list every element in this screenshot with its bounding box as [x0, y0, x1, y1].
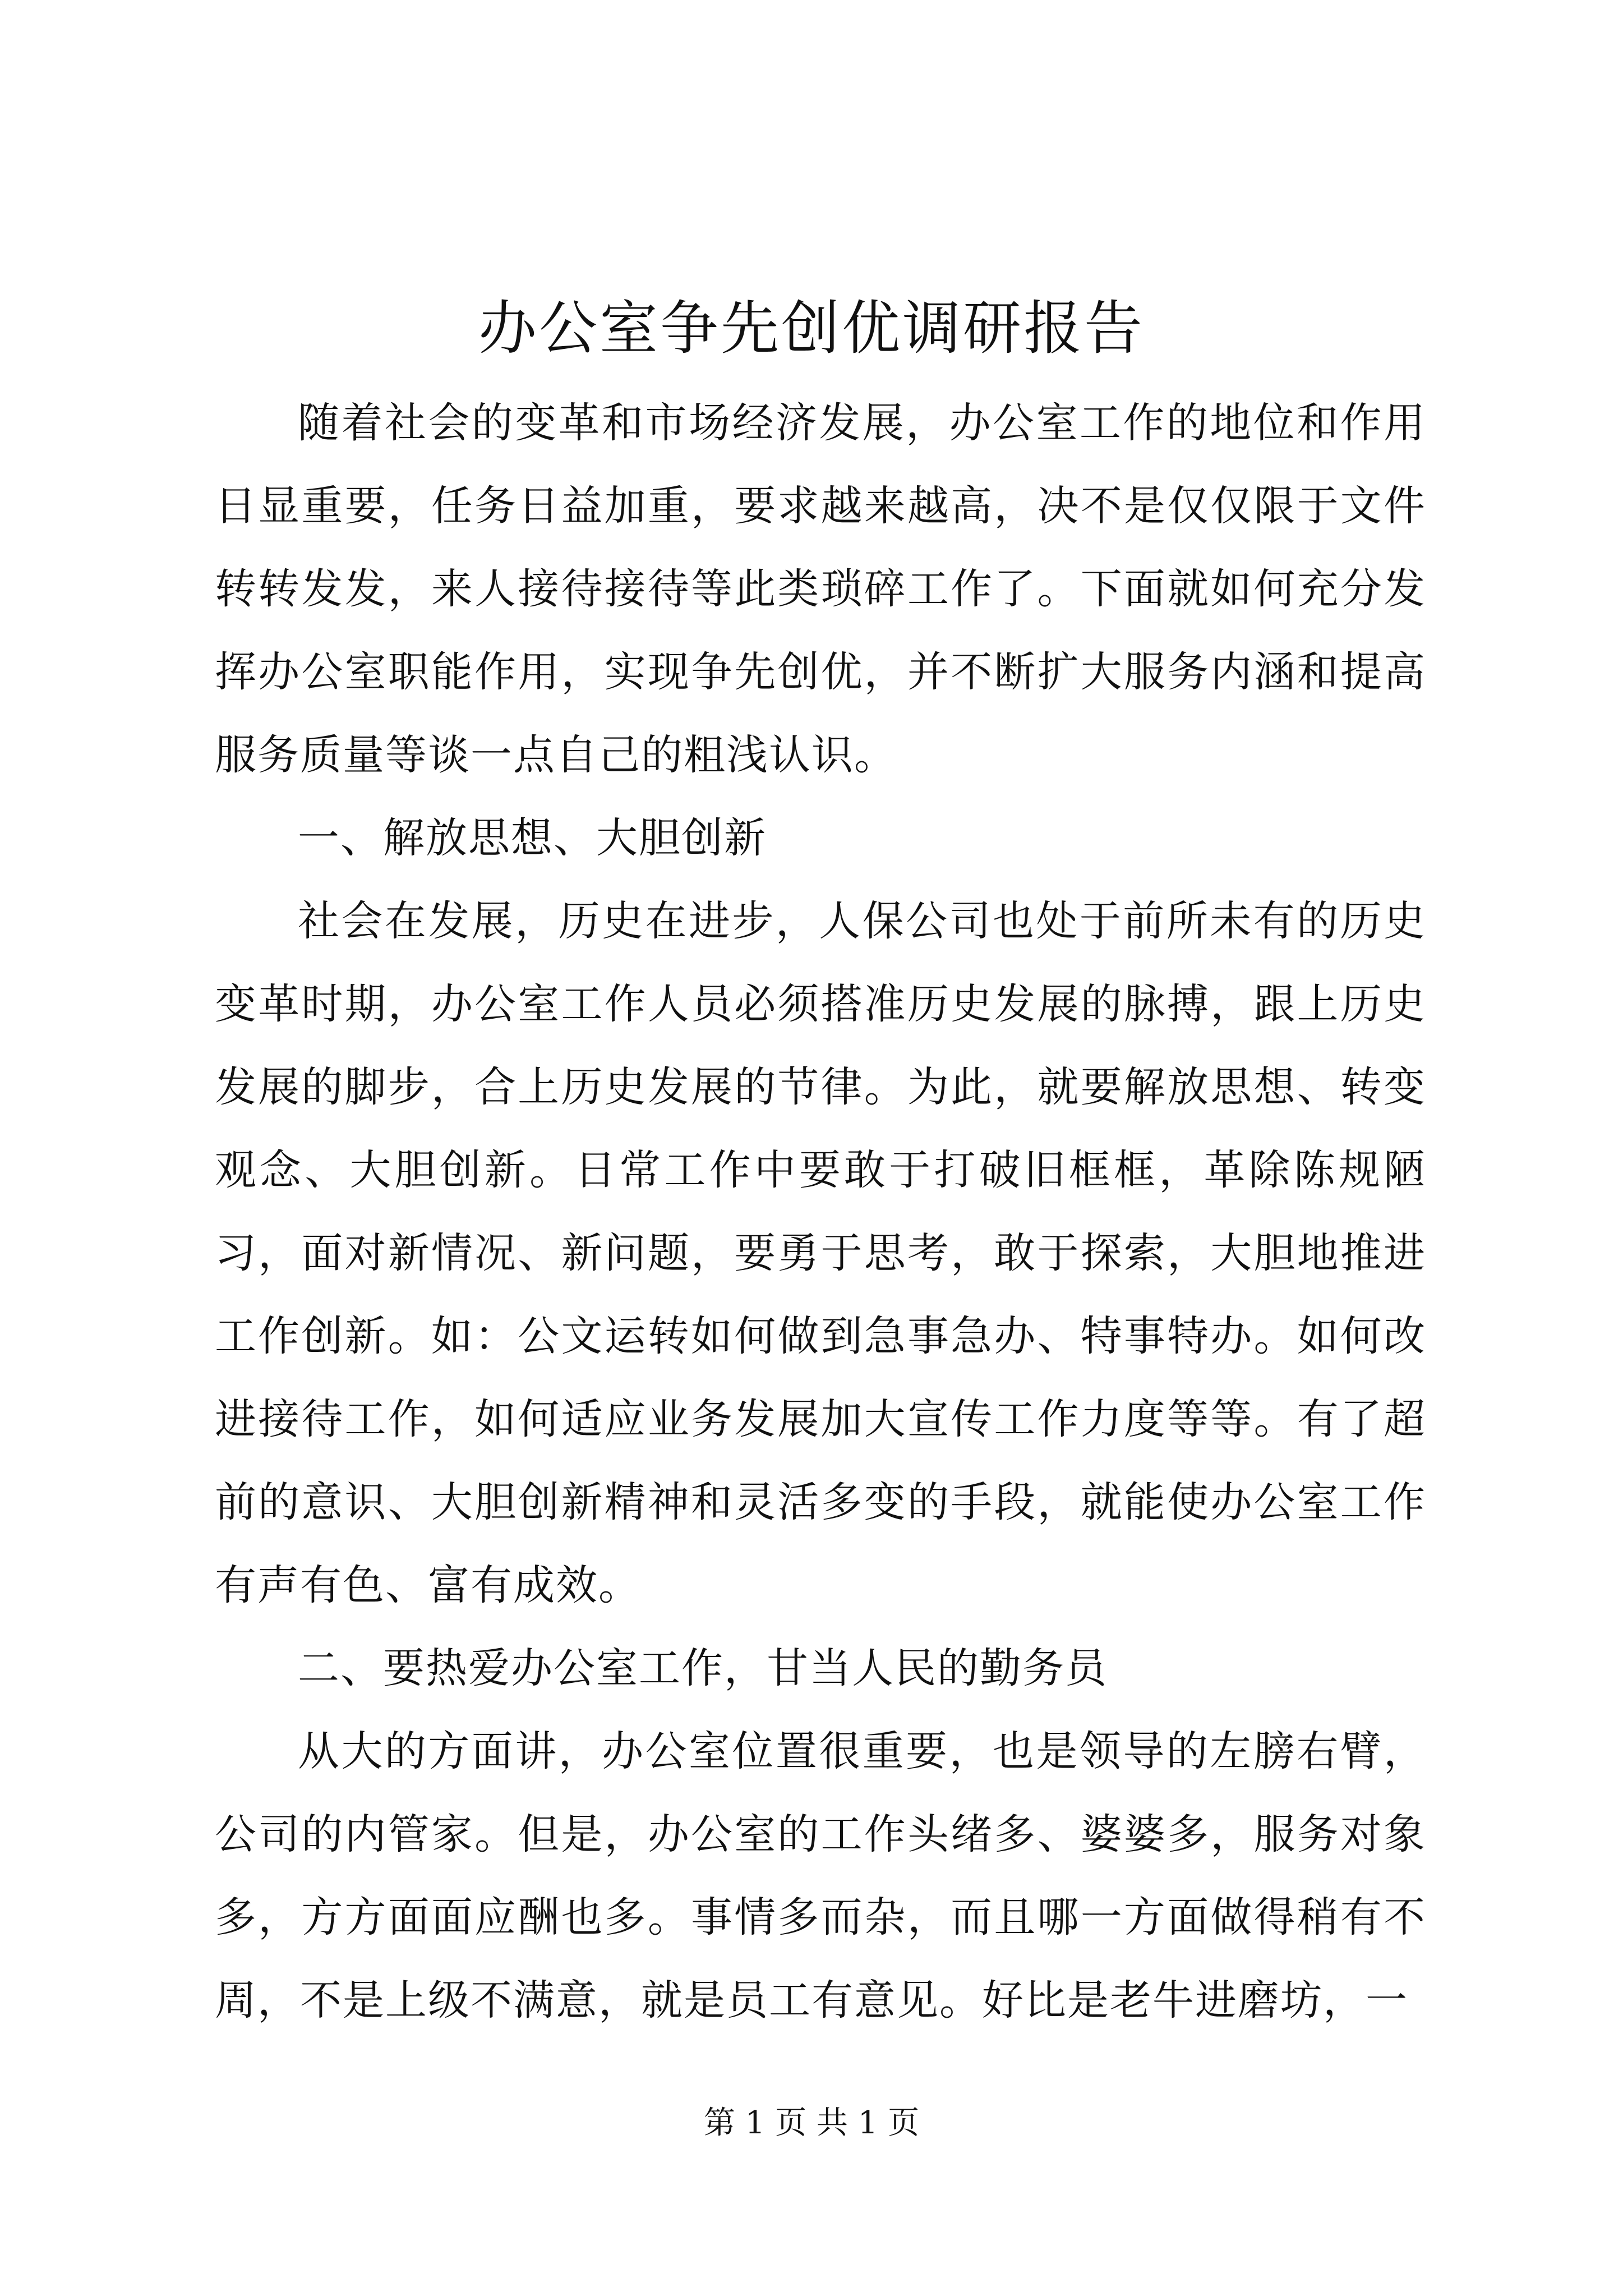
section-2-paragraph: 从大的方面讲，办公室位置很重要，也是领导的左膀右臂，公司的内管家。但是，办公室的工作头绪多、婆婆多，服务对象多，方方面面应酬也多。事情多而杂，而且哪一方面做得稍有不周，不是上级不满意，就是员工有意见。好比是老牛进磨坊，一 — [215, 1727, 1426, 2024]
document-body — [215, 381, 1426, 2042]
page-number-footer: 第 1 页 共 1 页 — [703, 2105, 920, 2141]
document-title: 办公室争先创优调研报告 — [478, 294, 1145, 362]
section-heading-2: 二、要热爱办公室工作，甘当人民的勤务员 — [298, 1644, 1108, 1692]
intro-paragraph: 随着社会的变革和市场经济发展，办公室工作的地位和作用日显重要，任务日益加重，要求越来越高，决不是仅仅限于文件转转发发，来人接待接待等此类琐碎工作了。下面就如何充分发挥办公室职能作用，实现争先创优，并不断扩大服务内涵和提高服务质量等谈一点自己的粗浅认识。 — [215, 399, 1426, 779]
section-1-paragraph: 社会在发展，历史在进步，人保公司也处于前所未有的历史变革时期，办公室工作人员必须搭准历史发展的脉搏，跟上历史发展的脚步，合上历史发展的节律。为此，就要解放思想、转变观念、大胆创新。日常工作中要敢于打破旧框框，革除陈规陋习，面对新情况、新问题，要勇于思考，敢于探索，大胆地推进工作创新。如：公文运转如何做到急事急办、特事特办。如何改进接待工作，如何适应业务发展加大宣传工作力度等等。有了超前的意识、大胆创新精神和灵活多变的手段，就能使办公室工作有声有色、富有成效。 — [215, 897, 1426, 1609]
section-heading-1: 一、解放思想、大胆创新 — [298, 814, 767, 862]
